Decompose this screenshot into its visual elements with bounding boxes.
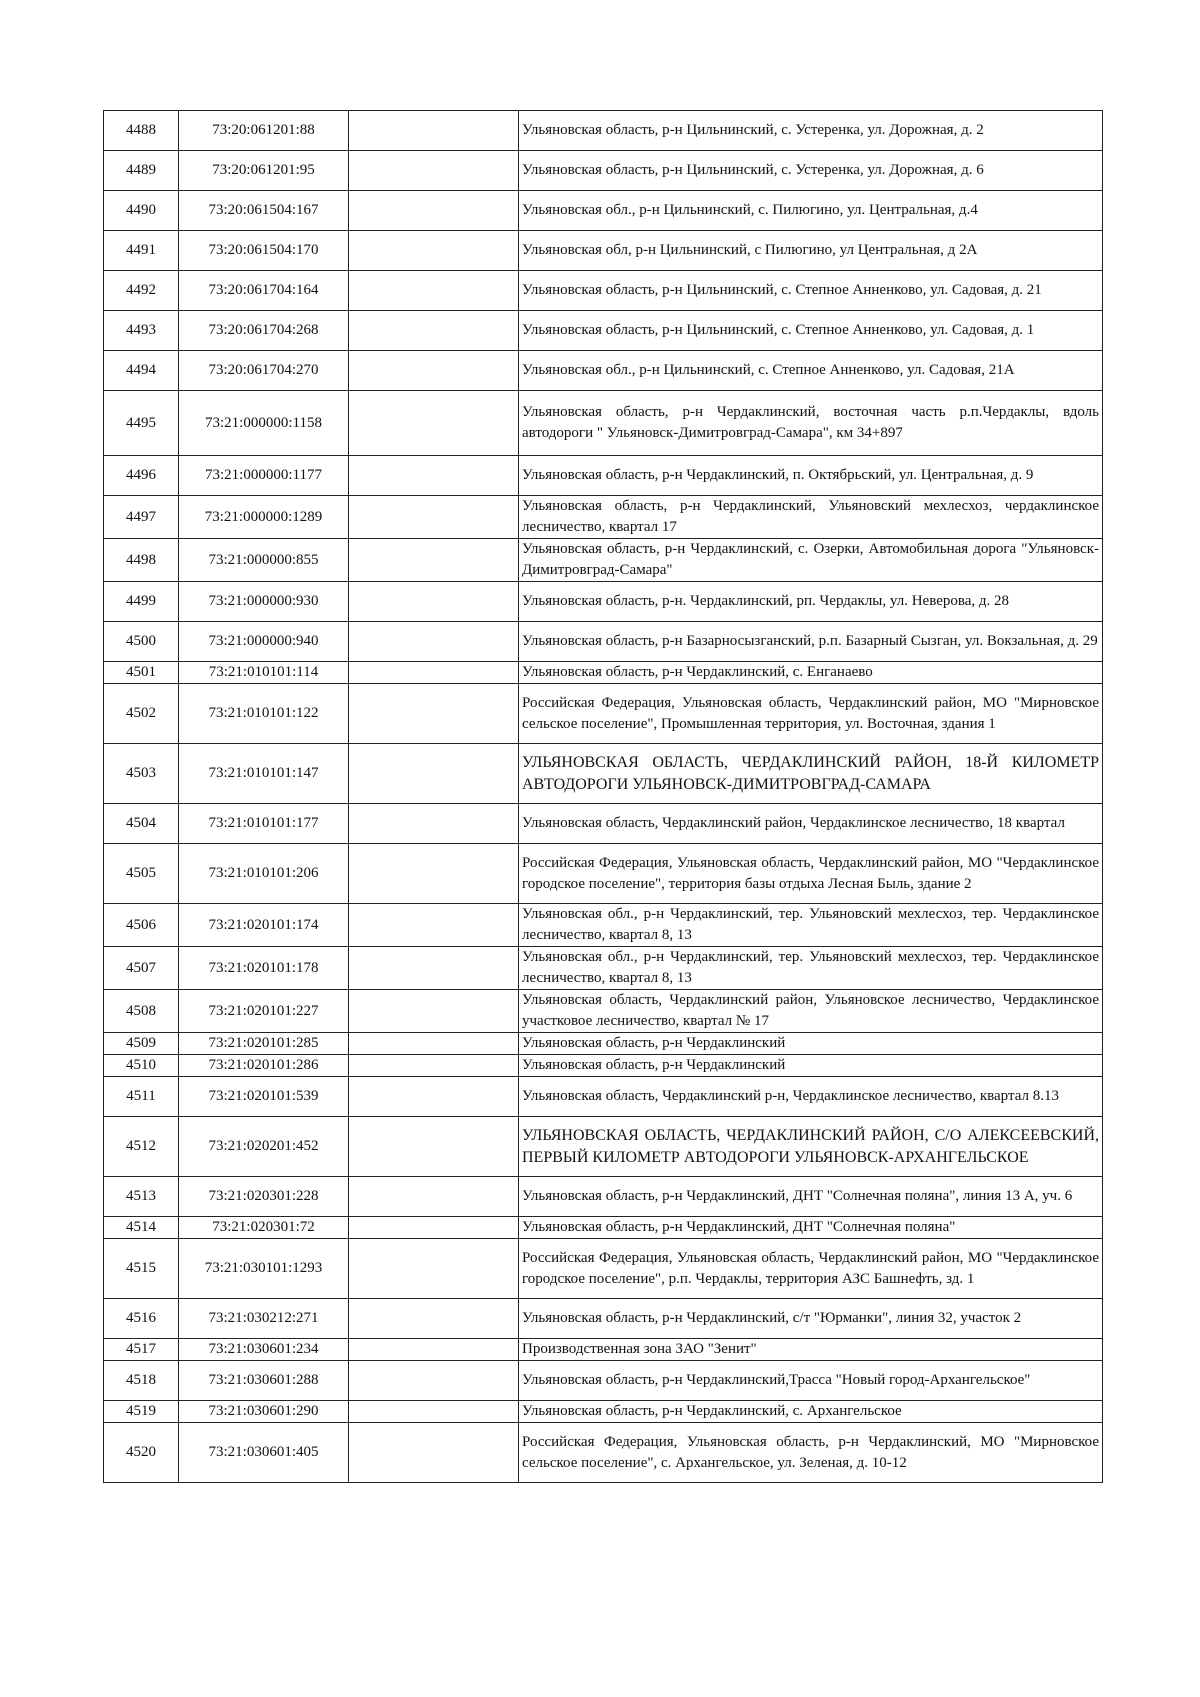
table-row bbox=[104, 582, 1103, 622]
empty-cell bbox=[349, 684, 519, 744]
row-number: 4494 bbox=[104, 351, 179, 391]
empty-cell bbox=[349, 271, 519, 311]
row-number: 4499 bbox=[104, 582, 179, 622]
cadastral-number: 73:20:061704:270 bbox=[179, 351, 349, 391]
cadastral-number: 73:20:061201:95 bbox=[179, 151, 349, 191]
table-row bbox=[104, 684, 1103, 744]
table-row bbox=[104, 622, 1103, 662]
address-cell: Ульяновская область, р-н Чердаклинский,Трасса "Новый город-Архангельское" bbox=[519, 1361, 1103, 1401]
empty-cell bbox=[349, 1423, 519, 1483]
row-number: 4509 bbox=[104, 1033, 179, 1055]
empty-cell bbox=[349, 1117, 519, 1177]
address-cell: Ульяновская область, р-н Чердаклинский, ДНТ "Солнечная поляна", линия 13 А, уч. 6 bbox=[519, 1177, 1103, 1217]
address-cell: Ульяновская область, Чердаклинский район, Ульяновское лесничество, Чердаклинское участковое лесничество, квартал № 17 bbox=[519, 990, 1103, 1033]
row-number: 4504 bbox=[104, 804, 179, 844]
cadastral-number: 73:21:020101:174 bbox=[179, 904, 349, 947]
address-cell: Ульяновская область, р-н Чердаклинский, п. Октябрьский, ул. Центральная, д. 9 bbox=[519, 456, 1103, 496]
address-cell: Ульяновская обл, р-н Цильнинский, с Пилюгино, ул Центральная, д 2А bbox=[519, 231, 1103, 271]
empty-cell bbox=[349, 744, 519, 804]
address-cell: Ульяновская область, р-н Чердаклинский, ДНТ "Солнечная поляна" bbox=[519, 1217, 1103, 1239]
empty-cell bbox=[349, 456, 519, 496]
table-row bbox=[104, 271, 1103, 311]
empty-cell bbox=[349, 231, 519, 271]
address-cell: Ульяновская обл., р-н Цильнинский, с. Степное Анненково, ул. Садовая, 21А bbox=[519, 351, 1103, 391]
empty-cell bbox=[349, 582, 519, 622]
cadastral-number: 73:20:061201:88 bbox=[179, 111, 349, 151]
address-cell: Ульяновская область, р-н Чердаклинский, Ульяновский мехлесхоз, чердаклинское лесничество, квартал 17 bbox=[519, 496, 1103, 539]
table-body bbox=[104, 111, 1103, 1483]
empty-cell bbox=[349, 1077, 519, 1117]
table-row bbox=[104, 1177, 1103, 1217]
row-number: 4506 bbox=[104, 904, 179, 947]
cadastral-number: 73:21:020201:452 bbox=[179, 1117, 349, 1177]
table-row bbox=[104, 496, 1103, 539]
empty-cell bbox=[349, 1299, 519, 1339]
table-row bbox=[104, 456, 1103, 496]
row-number: 4508 bbox=[104, 990, 179, 1033]
address-cell: Ульяновская область, Чердаклинский р-н, Чердаклинское лесничество, квартал 8.13 bbox=[519, 1077, 1103, 1117]
cadastral-number: 73:21:030601:234 bbox=[179, 1339, 349, 1361]
empty-cell bbox=[349, 844, 519, 904]
row-number: 4516 bbox=[104, 1299, 179, 1339]
table-row bbox=[104, 804, 1103, 844]
address-cell: Ульяновская область, р-н Цильнинский, с. Устеренка, ул. Дорожная, д. 6 bbox=[519, 151, 1103, 191]
address-cell: Ульяновская обл., р-н Цильнинский, с. Пилюгино, ул. Центральная, д.4 bbox=[519, 191, 1103, 231]
cadastral-number: 73:21:000000:1177 bbox=[179, 456, 349, 496]
row-number: 4517 bbox=[104, 1339, 179, 1361]
row-number: 4512 bbox=[104, 1117, 179, 1177]
address-cell: Ульяновская область, р-н Чердаклинский, с/т "Юрманки", линия 32, участок 2 bbox=[519, 1299, 1103, 1339]
table-row bbox=[104, 1239, 1103, 1299]
address-cell: Ульяновская область, Чердаклинский район, Чердаклинское лесничество, 18 квартал bbox=[519, 804, 1103, 844]
table-row bbox=[104, 904, 1103, 947]
table-row bbox=[104, 1339, 1103, 1361]
cadastral-number: 73:21:030601:290 bbox=[179, 1401, 349, 1423]
row-number: 4511 bbox=[104, 1077, 179, 1117]
row-number: 4488 bbox=[104, 111, 179, 151]
table-row bbox=[104, 1423, 1103, 1483]
empty-cell bbox=[349, 111, 519, 151]
cadastral-number: 73:20:061704:164 bbox=[179, 271, 349, 311]
table-row bbox=[104, 1033, 1103, 1055]
table-row bbox=[104, 1361, 1103, 1401]
empty-cell bbox=[349, 1177, 519, 1217]
table-row bbox=[104, 1117, 1103, 1177]
table-row bbox=[104, 1299, 1103, 1339]
row-number: 4515 bbox=[104, 1239, 179, 1299]
empty-cell bbox=[349, 1239, 519, 1299]
address-cell: Ульяновская область, р-н Базарносызганский, р.п. Базарный Сызган, ул. Вокзальная, д. 29 bbox=[519, 622, 1103, 662]
table-row bbox=[104, 351, 1103, 391]
table-row bbox=[104, 662, 1103, 684]
table-row bbox=[104, 744, 1103, 804]
address-cell: Российская Федерация, Ульяновская область, Чердаклинский район, МО "Чердаклинское городское поселение", р.п. Чердаклы, территория АЗС Башнефть, зд. 1 bbox=[519, 1239, 1103, 1299]
row-number: 4505 bbox=[104, 844, 179, 904]
table-row bbox=[104, 1077, 1103, 1117]
cadastral-number: 73:21:000000:855 bbox=[179, 539, 349, 582]
table-row bbox=[104, 311, 1103, 351]
empty-cell bbox=[349, 391, 519, 456]
address-cell: Российская Федерация, Ульяновская область, Чердаклинский район, МО "Мирновское сельское поселение", Промышленная территория, ул. Восточная, здания 1 bbox=[519, 684, 1103, 744]
table-row bbox=[104, 1217, 1103, 1239]
address-cell: Ульяновская область, р-н Чердаклинский, с. Озерки, Автомобильная дорога "Ульяновск-Димитровград-Самара" bbox=[519, 539, 1103, 582]
address-cell: Ульяновская область, р-н Чердаклинский bbox=[519, 1033, 1103, 1055]
empty-cell bbox=[349, 539, 519, 582]
empty-cell bbox=[349, 622, 519, 662]
empty-cell bbox=[349, 804, 519, 844]
table-row bbox=[104, 111, 1103, 151]
row-number: 4489 bbox=[104, 151, 179, 191]
cadastral-number: 73:20:061504:170 bbox=[179, 231, 349, 271]
empty-cell bbox=[349, 662, 519, 684]
empty-cell bbox=[349, 1339, 519, 1361]
address-cell: Производственная зона ЗАО "Зенит" bbox=[519, 1339, 1103, 1361]
row-number: 4497 bbox=[104, 496, 179, 539]
address-cell: УЛЬЯНОВСКАЯ ОБЛАСТЬ, ЧЕРДАКЛИНСКИЙ РАЙОН, С/О АЛЕКСЕЕВСКИЙ, ПЕРВЫЙ КИЛОМЕТР АВТОДОРОГИ УЛЬЯНОВСК-АРХАНГЕЛЬСКОЕ bbox=[519, 1117, 1103, 1177]
cadastral-number: 73:21:020101:285 bbox=[179, 1033, 349, 1055]
row-number: 4496 bbox=[104, 456, 179, 496]
cadastral-number: 73:21:020101:227 bbox=[179, 990, 349, 1033]
cadastral-number: 73:21:000000:930 bbox=[179, 582, 349, 622]
row-number: 4507 bbox=[104, 947, 179, 990]
empty-cell bbox=[349, 1401, 519, 1423]
cadastral-number: 73:21:000000:1289 bbox=[179, 496, 349, 539]
cadastral-number: 73:20:061704:268 bbox=[179, 311, 349, 351]
address-cell: Ульяновская область, р-н Цильнинский, с. Степное Анненково, ул. Садовая, д. 21 bbox=[519, 271, 1103, 311]
cadastral-number: 73:21:030601:288 bbox=[179, 1361, 349, 1401]
row-number: 4514 bbox=[104, 1217, 179, 1239]
empty-cell bbox=[349, 1361, 519, 1401]
address-cell: Ульяновская область, р-н Чердаклинский, с. Архангельское bbox=[519, 1401, 1103, 1423]
cadastral-number: 73:21:000000:1158 bbox=[179, 391, 349, 456]
address-cell: Ульяновская область, р-н Чердаклинский bbox=[519, 1055, 1103, 1077]
address-cell: Ульяновская область, р-н. Чердаклинский, рп. Чердаклы, ул. Неверова, д. 28 bbox=[519, 582, 1103, 622]
address-cell: Российская Федерация, Ульяновская область, Чердаклинский район, МО "Чердаклинское городское поселение", территория базы отдыха Лесная Быль, здание 2 bbox=[519, 844, 1103, 904]
empty-cell bbox=[349, 947, 519, 990]
address-cell: Ульяновская обл., р-н Чердаклинский, тер. Ульяновский мехлесхоз, тер. Чердаклинское лесничество, квартал 8, 13 bbox=[519, 947, 1103, 990]
address-cell: УЛЬЯНОВСКАЯ ОБЛАСТЬ, ЧЕРДАКЛИНСКИЙ РАЙОН, 18-Й КИЛОМЕТР АВТОДОРОГИ УЛЬЯНОВСК-ДИМИТРОВГРАД-САМАРА bbox=[519, 744, 1103, 804]
row-number: 4502 bbox=[104, 684, 179, 744]
empty-cell bbox=[349, 191, 519, 231]
empty-cell bbox=[349, 1217, 519, 1239]
row-number: 4510 bbox=[104, 1055, 179, 1077]
cadastral-number: 73:21:010101:114 bbox=[179, 662, 349, 684]
row-number: 4500 bbox=[104, 622, 179, 662]
row-number: 4501 bbox=[104, 662, 179, 684]
row-number: 4503 bbox=[104, 744, 179, 804]
row-number: 4518 bbox=[104, 1361, 179, 1401]
row-number: 4493 bbox=[104, 311, 179, 351]
table-row bbox=[104, 990, 1103, 1033]
cadastral-number: 73:21:030212:271 bbox=[179, 1299, 349, 1339]
empty-cell bbox=[349, 351, 519, 391]
row-number: 4492 bbox=[104, 271, 179, 311]
table-row bbox=[104, 151, 1103, 191]
table-row bbox=[104, 1055, 1103, 1077]
table-row bbox=[104, 947, 1103, 990]
address-cell: Ульяновская область, р-н Цильнинский, с. Устеренка, ул. Дорожная, д. 2 bbox=[519, 111, 1103, 151]
empty-cell bbox=[349, 1055, 519, 1077]
empty-cell bbox=[349, 1033, 519, 1055]
row-number: 4520 bbox=[104, 1423, 179, 1483]
cadastral-number: 73:21:020101:178 bbox=[179, 947, 349, 990]
cadastral-number: 73:21:030101:1293 bbox=[179, 1239, 349, 1299]
cadastral-number: 73:21:010101:147 bbox=[179, 744, 349, 804]
table-row bbox=[104, 391, 1103, 456]
empty-cell bbox=[349, 904, 519, 947]
cadastral-number: 73:21:010101:177 bbox=[179, 804, 349, 844]
empty-cell bbox=[349, 990, 519, 1033]
cadastral-number: 73:20:061504:167 bbox=[179, 191, 349, 231]
table-row bbox=[104, 844, 1103, 904]
row-number: 4495 bbox=[104, 391, 179, 456]
cadastral-number: 73:21:020101:539 bbox=[179, 1077, 349, 1117]
address-cell: Ульяновская обл., р-н Чердаклинский, тер. Ульяновский мехлесхоз, тер. Чердаклинское лесничество, квартал 8, 13 bbox=[519, 904, 1103, 947]
empty-cell bbox=[349, 311, 519, 351]
row-number: 4513 bbox=[104, 1177, 179, 1217]
cadastral-number: 73:21:030601:405 bbox=[179, 1423, 349, 1483]
cadastral-number: 73:21:010101:122 bbox=[179, 684, 349, 744]
cadastral-number: 73:21:010101:206 bbox=[179, 844, 349, 904]
address-cell: Ульяновская область, р-н Чердаклинский, с. Енганаево bbox=[519, 662, 1103, 684]
table-row bbox=[104, 539, 1103, 582]
row-number: 4491 bbox=[104, 231, 179, 271]
row-number: 4490 bbox=[104, 191, 179, 231]
row-number: 4498 bbox=[104, 539, 179, 582]
address-cell: Ульяновская область, р-н Чердаклинский, восточная часть р.п.Чердаклы, вдоль автодороги " Ульяновск-Димитровград-Самара", км 34+897 bbox=[519, 391, 1103, 456]
cadastral-number: 73:21:020101:286 bbox=[179, 1055, 349, 1077]
table-row bbox=[104, 231, 1103, 271]
cadastral-number: 73:21:000000:940 bbox=[179, 622, 349, 662]
empty-cell bbox=[349, 496, 519, 539]
empty-cell bbox=[349, 151, 519, 191]
cadastral-table bbox=[103, 110, 1103, 1483]
table-row bbox=[104, 1401, 1103, 1423]
address-cell: Ульяновская область, р-н Цильнинский, с. Степное Анненково, ул. Садовая, д. 1 bbox=[519, 311, 1103, 351]
table-row bbox=[104, 191, 1103, 231]
cadastral-number: 73:21:020301:72 bbox=[179, 1217, 349, 1239]
row-number: 4519 bbox=[104, 1401, 179, 1423]
address-cell: Российская Федерация, Ульяновская область, р-н Чердаклинский, МО "Мирновское сельское поселение", с. Архангельское, ул. Зеленая, д. 10-12 bbox=[519, 1423, 1103, 1483]
cadastral-number: 73:21:020301:228 bbox=[179, 1177, 349, 1217]
